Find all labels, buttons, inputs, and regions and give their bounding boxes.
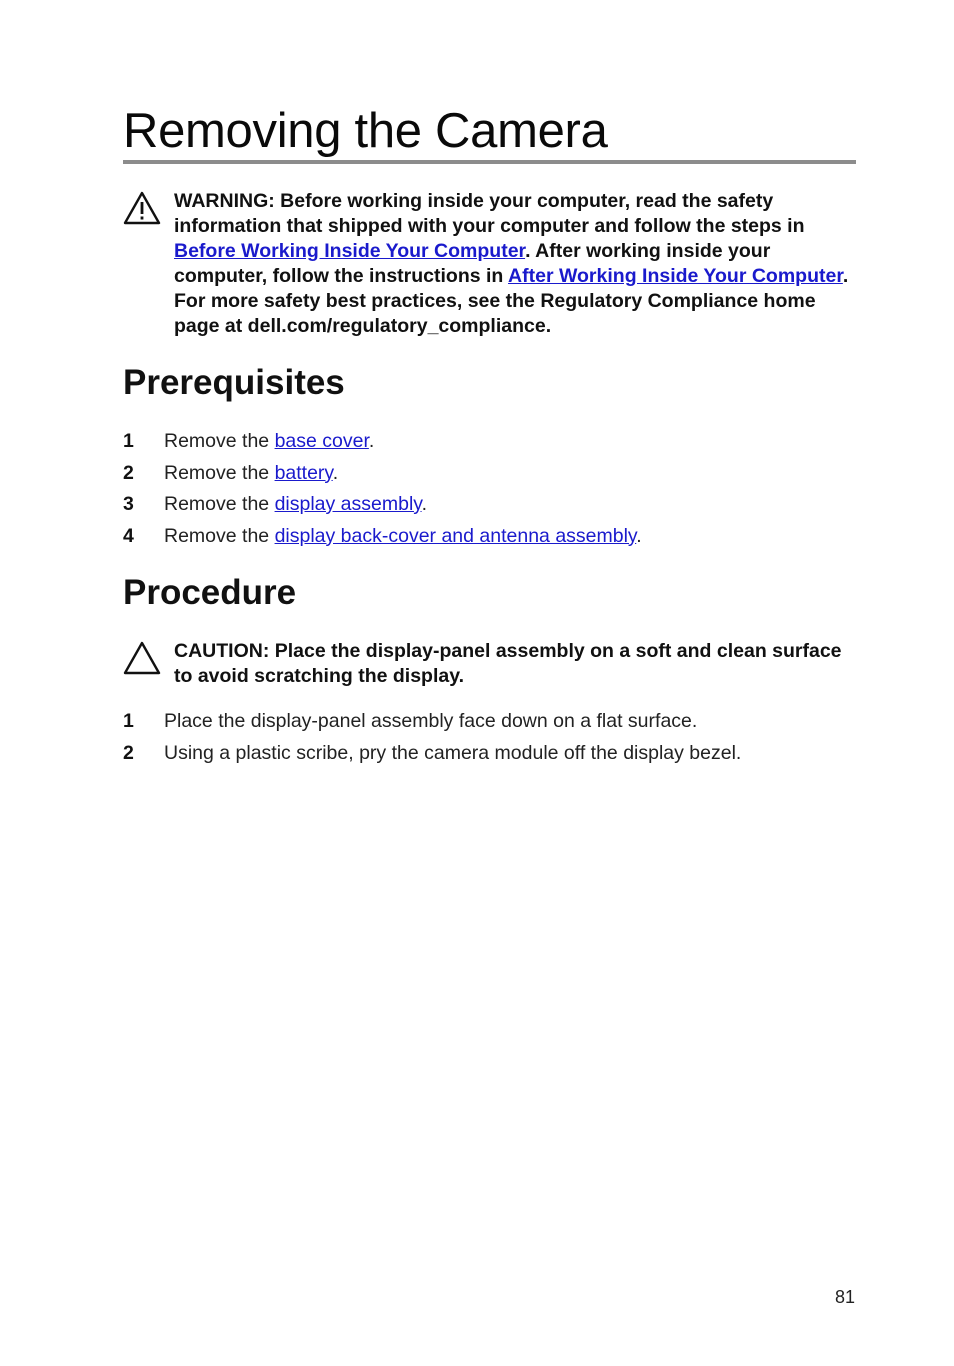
warning-triangle-icon [123,191,161,225]
step-suffix: . [332,461,339,484]
procedure-list [123,706,856,769]
step-number: 1 [123,430,134,452]
battery-link[interactable]: battery [274,461,333,484]
page-number: 81 [834,1287,855,1307]
step-prefix: Remove the [164,524,275,547]
caution-notice [123,639,856,691]
display-back-cover-link[interactable]: display back-cover and antenna assembly [274,524,637,547]
step-text [164,458,338,490]
prerequisites-heading: Prerequisites [123,363,345,402]
caution-triangle-icon [123,641,161,675]
step-suffix: . [636,524,642,547]
step-prefix: Remove the [164,493,275,515]
step-prefix: Remove the [164,461,275,484]
step-number: 4 [123,524,134,547]
caution-text: CAUTION: Place the display-panel assembly on a soft and clean surface to avoid scratching the display. [174,640,842,687]
warning-text-part1: WARNING: Before working inside your computer, read the safety information that shipped with your computer and follow the steps in [174,190,805,237]
list-item [123,521,856,553]
list-item [123,489,856,521]
page-title: Removing the Camera [123,104,608,158]
warning-text [174,189,854,339]
base-cover-link[interactable]: base cover [274,430,369,452]
list-item [123,458,856,490]
step-text [164,521,642,553]
step-number: 2 [123,741,134,764]
list-item [123,738,856,770]
display-assembly-link[interactable]: display assembly [274,493,422,515]
step-number: 1 [123,710,134,732]
step-text: Using a plastic scribe, pry the camera module off the display bezel. [164,741,742,764]
step-prefix: Remove the [164,430,275,452]
step-text [164,426,374,458]
step-suffix: . [421,493,428,515]
step-number: 2 [123,461,134,484]
title-divider [123,160,856,164]
warning-text-part2: . After working inside your computer, follow the instructions in [174,240,771,287]
before-working-link[interactable]: Before Working Inside Your Computer [174,240,526,262]
warning-text-part3: . For more safety best practices, see the Regulatory Compliance home page at dell.com/regulatory_compliance. [174,265,849,337]
warning-notice [123,189,856,341]
prerequisites-list [123,426,856,552]
after-working-link[interactable]: After Working Inside Your Computer [508,265,843,287]
list-item [123,706,856,738]
step-suffix: . [368,430,375,452]
step-text [164,489,427,521]
procedure-heading: Procedure [123,573,297,612]
step-text: Place the display-panel assembly face down on a flat surface. [164,710,698,732]
list-item [123,426,856,458]
step-number: 3 [123,493,134,515]
